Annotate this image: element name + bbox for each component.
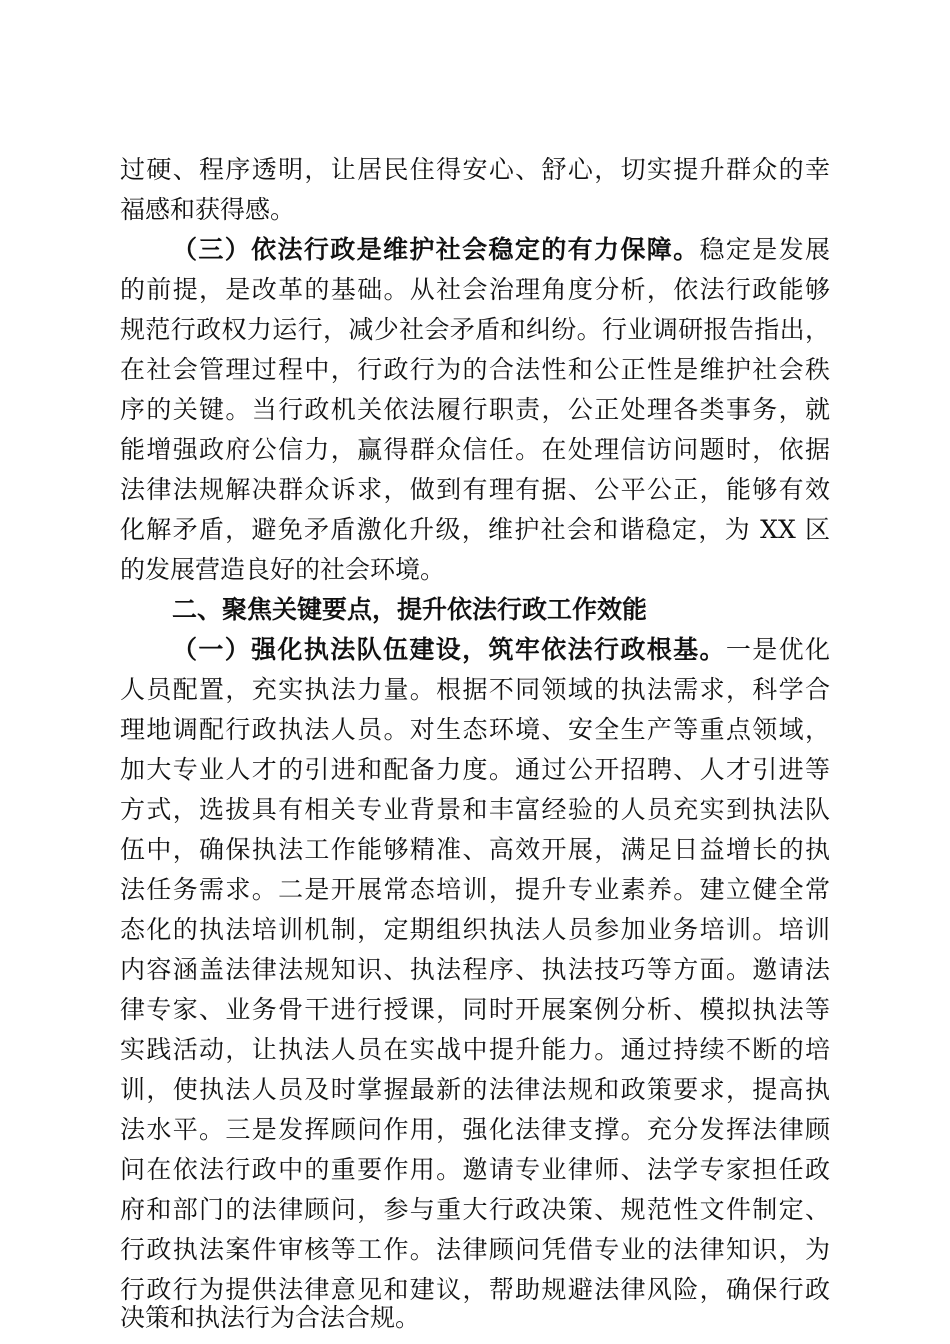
section-one-lead: （一）强化执法队伍建设，筑牢依法行政根基。 <box>172 635 726 664</box>
body-line: 行政行为提供法律意见和建议，帮助规避法律风险，确保行政 <box>120 1275 830 1304</box>
body-line: 实践活动，让执法人员在实战中提升能力。通过持续不断的培 <box>120 1035 830 1064</box>
body-line: 能增强政府公信力，赢得群众信任。在处理信访问题时，依据 <box>120 435 830 464</box>
body-line: 府和部门的法律顾问，参与重大行政决策、规范性文件制定、 <box>120 1195 830 1224</box>
body-line: 律专家、业务骨干进行授课，同时开展案例分析、模拟执法等 <box>120 995 830 1024</box>
body-line: 法水平。三是发挥顾问作用，强化法律支撑。充分发挥法律顾 <box>120 1115 830 1144</box>
body-line: 加大专业人才的引进和配备力度。通过公开招聘、人才引进等 <box>120 755 830 784</box>
body-line: 序的关键。当行政机关依法履行职责，公正处理各类事务，就 <box>120 395 830 424</box>
body-line: 内容涵盖法律法规知识、执法程序、执法技巧等方面。邀请法 <box>120 955 830 984</box>
body-text: 稳定是发展 <box>699 235 830 264</box>
body-line: 化解矛盾，避免矛盾激化升级，维护社会和谐稳定，为 XX 区 <box>120 515 830 544</box>
body-line: 理地调配行政执法人员。对生态环境、安全生产等重点领域， <box>120 715 830 744</box>
section-three-first-line <box>172 230 830 270</box>
body-line: 问在依法行政中的重要作用。邀请专业律师、法学专家担任政 <box>120 1155 830 1184</box>
body-line: 行政执法案件审核等工作。法律顾问凭借专业的法律知识，为 <box>120 1235 830 1264</box>
body-line: 决策和执法行为合法合规。 <box>120 1303 421 1332</box>
section-one-first-line <box>172 630 830 670</box>
body-line: 法律法规解决群众诉求，做到有理有据、公平公正，能够有效 <box>120 475 830 504</box>
body-line: 规范行政权力运行，减少社会矛盾和纠纷。行业调研报告指出， <box>120 315 830 344</box>
body-line: 法任务需求。二是开展常态培训，提升专业素养。建立健全常 <box>120 875 830 904</box>
body-line: 过硬、程序透明，让居民住得安心、舒心，切实提升群众的幸 <box>120 155 830 184</box>
section-heading: 二、聚焦关键要点，提升依法行政工作效能 <box>172 595 648 624</box>
body-line: 福感和获得感。 <box>120 195 296 224</box>
body-text: 一是优化 <box>725 635 830 664</box>
body-line: 方式，选拔具有相关专业背景和丰富经验的人员充实到执法队 <box>120 795 830 824</box>
body-line: 训，使执法人员及时掌握最新的法律法规和政策要求，提高执 <box>120 1075 830 1104</box>
body-line: 的发展营造良好的社会环境。 <box>120 555 446 584</box>
body-line: 的前提，是改革的基础。从社会治理角度分析，依法行政能够 <box>120 275 830 304</box>
body-line: 伍中，确保执法工作能够精准、高效开展，满足日益增长的执 <box>120 835 830 864</box>
body-line: 人员配置，充实执法力量。根据不同领域的执法需求，科学合 <box>120 675 830 704</box>
section-three-lead: （三）依法行政是维护社会稳定的有力保障。 <box>172 235 700 264</box>
body-line: 态化的执法培训机制，定期组织执法人员参加业务培训。培训 <box>120 915 830 944</box>
body-line: 在社会管理过程中，行政行为的合法性和公正性是维护社会秩 <box>120 355 830 384</box>
